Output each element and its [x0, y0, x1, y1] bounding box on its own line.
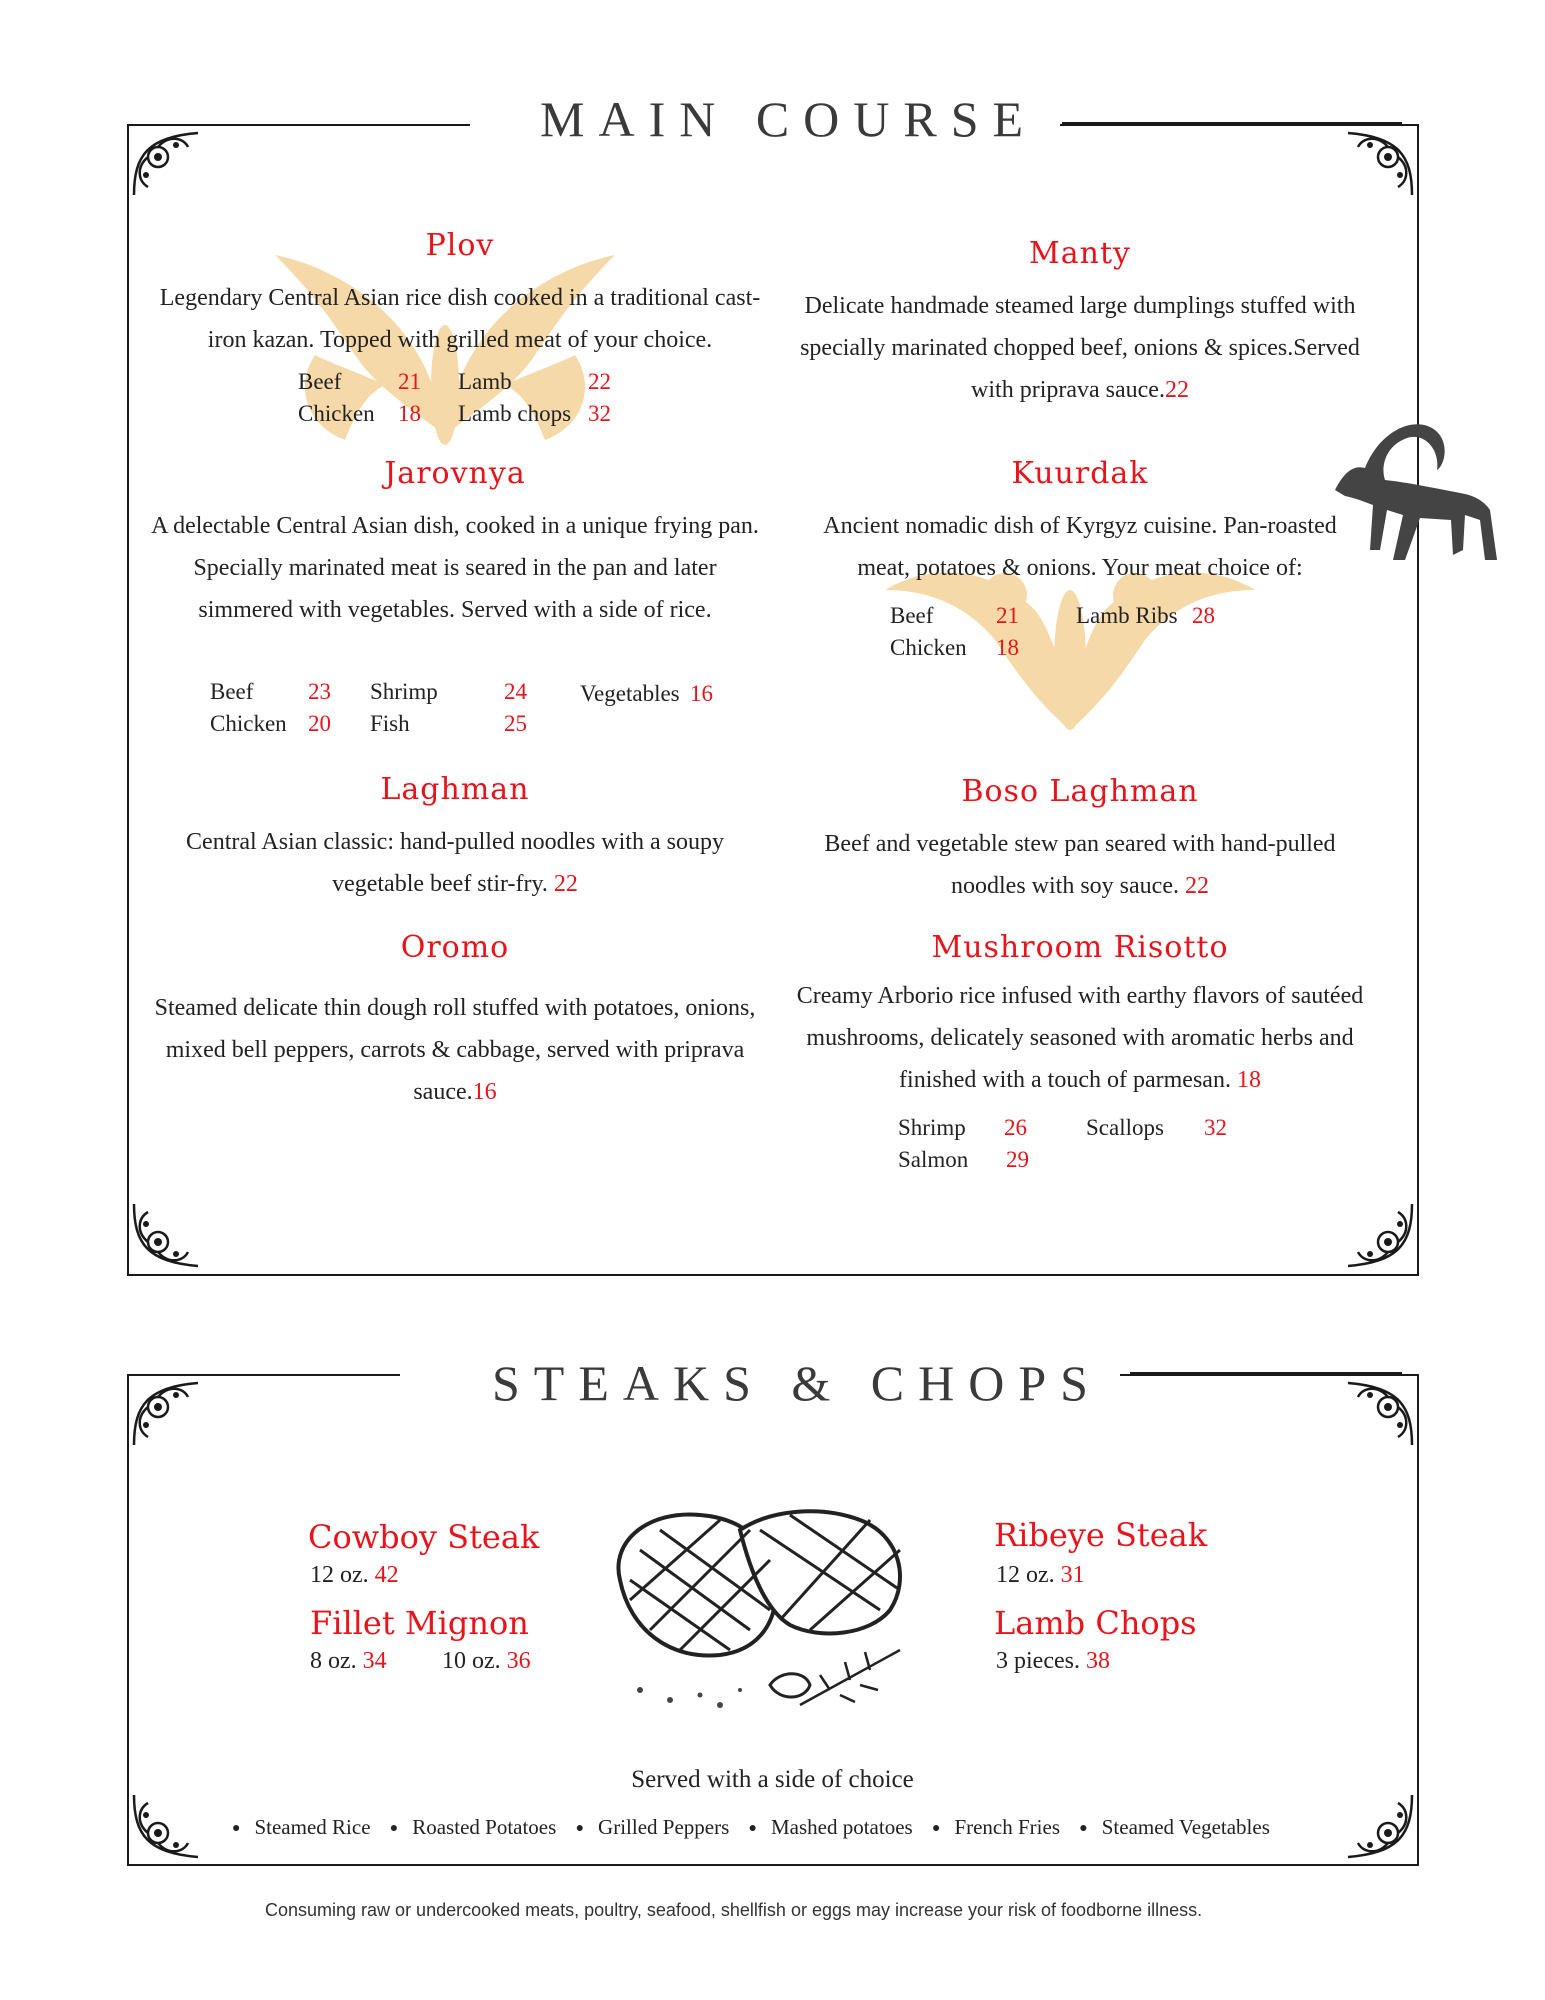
option-item: Lamb chops 32: [458, 401, 611, 426]
option-item: Beef 21: [298, 369, 421, 394]
steak-detail: 10 oz. 36: [442, 1648, 531, 1674]
dish-price: 16: [472, 1079, 497, 1105]
corner-ornament-icon: [128, 1375, 208, 1455]
option-item: Lamb Ribs 28: [1076, 603, 1215, 628]
steak-detail: 12 oz. 42: [310, 1562, 399, 1588]
corner-ornament-icon: [1338, 125, 1418, 205]
steak-name-fillet: Fillet Mignon: [310, 1604, 529, 1642]
steak-detail: 12 oz. 31: [996, 1562, 1085, 1588]
jarovnya-options: [210, 676, 730, 746]
option-item: Vegetables 16: [580, 681, 713, 706]
option-item: Scallops 32: [1086, 1115, 1227, 1140]
disclaimer: Consuming raw or undercooked meats, poultry, seafood, shellfish or eggs may increase your risk of foodborne illness.: [265, 1900, 1203, 1920]
dish-description: Legendary Central Asian rice dish cooked in a traditional cast-iron kazan. Topped with grilled meat of your choice.: [159, 285, 761, 353]
corner-ornament-icon: [1338, 1375, 1418, 1455]
steak-name-cowboy: Cowboy Steak: [308, 1518, 540, 1556]
dish-price: 22: [1164, 377, 1189, 403]
section-title-main-course: MAIN COURSE: [540, 91, 1038, 147]
dish-description: A delectable Central Asian dish, cooked in a unique frying pan. Specially marinated meat is seared in the pan and later simmered with vegetables. Served with a side of rice.: [151, 513, 759, 623]
corner-ornament-icon: [1338, 1785, 1418, 1865]
steak-detail: 8 oz. 34: [310, 1648, 387, 1674]
steak-illustration-icon: [600, 1490, 930, 1720]
steak-detail: 3 pieces. 38: [996, 1648, 1110, 1674]
corner-ornament-icon: [128, 125, 208, 205]
section-title-steaks: STEAKS & CHOPS: [492, 1355, 1102, 1411]
dish-name: Mushroom Risotto: [931, 930, 1229, 965]
side-item: Steamed Rice: [254, 1815, 371, 1839]
dish-name: Manty: [1029, 236, 1131, 271]
side-item: French Fries: [954, 1815, 1061, 1839]
side-item: Roasted Potatoes: [412, 1815, 557, 1839]
option-item: Salmon 29: [898, 1147, 1029, 1172]
dish-plov: [140, 228, 780, 361]
dish-manty: [790, 236, 1370, 411]
risotto-options: [898, 1112, 1258, 1182]
dish-name: Laghman: [380, 772, 530, 807]
dish-name: Plov: [425, 228, 495, 263]
dish-description: Creamy Arborio rice infused with earthy flavors of sautéed mushrooms, delicately seasoned with aromatic herbs and finished with a touch of parmesan.: [796, 983, 1364, 1093]
side-item: Mashed potatoes: [770, 1815, 913, 1839]
dish-price: 18: [1236, 1067, 1261, 1093]
dish-kuurdak: [780, 456, 1380, 589]
dish-jarovnya: [150, 456, 760, 631]
option-item: Chicken 18: [298, 401, 421, 426]
dish-description: Steamed delicate thin dough roll stuffed with potatoes, onions, mixed bell peppers, carrots & cabbage, served with priprava sauce.: [154, 995, 756, 1105]
dish-boso-laghman: [780, 774, 1380, 907]
dish-description: Delicate handmade steamed large dumplings stuffed with specially marinated chopped beef, onions & spices.Served with priprava sauce.: [800, 293, 1360, 403]
option-item: Fish 25: [370, 711, 527, 736]
plov-options: [298, 366, 638, 436]
dish-description: Central Asian classic: hand-pulled noodles with a soupy vegetable beef stir-fry.: [186, 829, 724, 897]
sides-title: Served with a side of choice: [631, 1766, 914, 1793]
option-item: Shrimp 26: [898, 1115, 1027, 1140]
dish-name: Kuurdak: [1011, 456, 1149, 491]
corner-ornament-icon: [128, 1785, 208, 1865]
option-item: Chicken 20: [210, 711, 331, 736]
dish-name: Boso Laghman: [961, 774, 1199, 809]
steak-name-ribeye: Ribeye Steak: [994, 1516, 1208, 1554]
dish-description: Beef and vegetable stew pan seared with hand-pulled noodles with soy sauce.: [824, 831, 1336, 899]
dish-mushroom-risotto: [775, 930, 1385, 1101]
kuurdak-options: [890, 600, 1250, 670]
option-item: Beef 21: [890, 603, 1019, 628]
option-item: Chicken 18: [890, 635, 1019, 660]
option-item: Beef 23: [210, 679, 331, 704]
side-item: Grilled Peppers: [598, 1815, 730, 1839]
sides-list: ● Steamed Rice ● Roasted Potatoes ● Grilled Peppers ● Mashed potatoes ● French Fries ● Steamed Vegetables: [232, 1815, 1270, 1839]
dish-oromo: [150, 930, 760, 1113]
steak-name-lamb-chops: Lamb Chops: [994, 1604, 1197, 1642]
dish-name: Jarovnya: [384, 456, 526, 491]
dish-name: Oromo: [400, 930, 510, 965]
dish-price: 22: [1184, 873, 1209, 899]
dish-price: 22: [553, 871, 578, 897]
dish-laghman: [170, 772, 740, 905]
option-item: Shrimp 24: [370, 679, 527, 704]
option-item: Lamb 22: [458, 369, 611, 394]
side-item: Steamed Vegetables: [1101, 1815, 1270, 1839]
dish-description: Ancient nomadic dish of Kyrgyz cuisine. Pan-roasted meat, potatoes & onions. Your meat choice of:: [823, 513, 1337, 581]
corner-ornament-icon: [128, 1194, 208, 1274]
corner-ornament-icon: [1338, 1194, 1418, 1274]
